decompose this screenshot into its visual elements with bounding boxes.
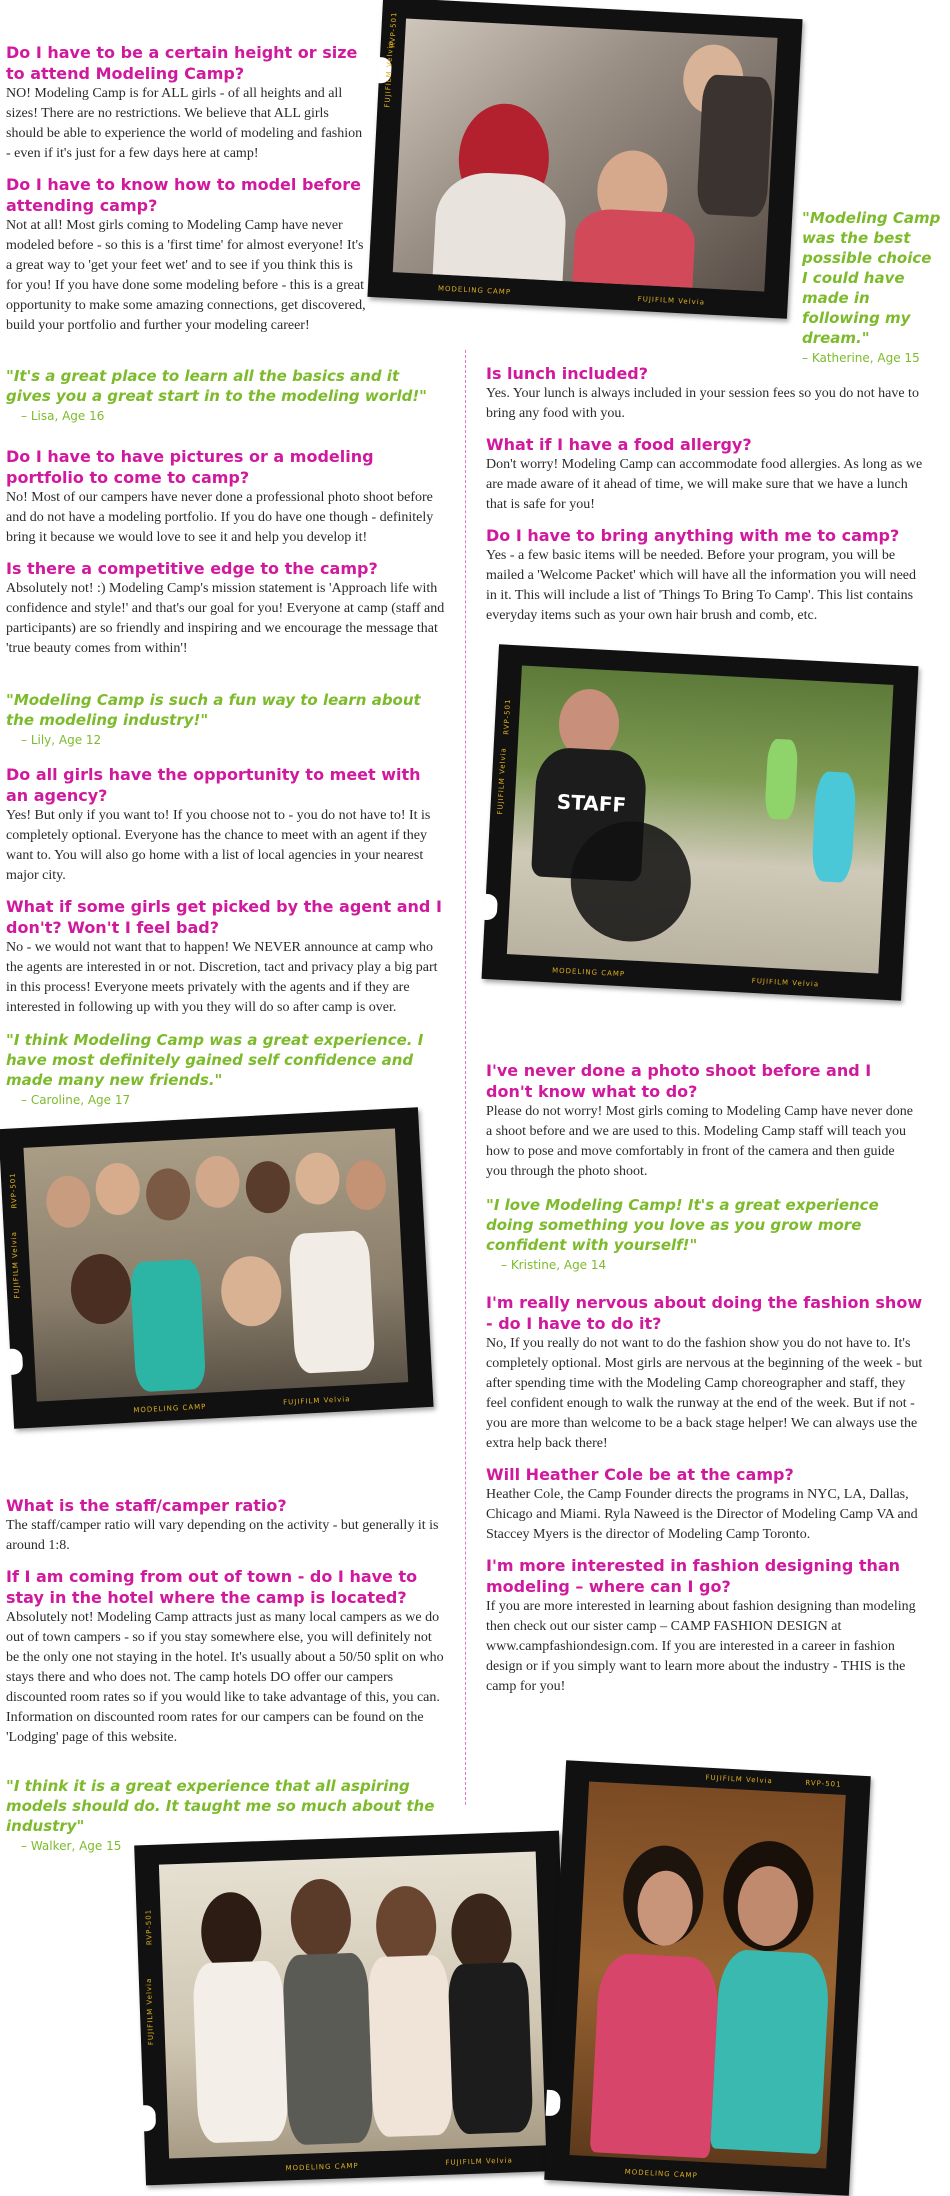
film-brand-text: FUJIFILM Velvia xyxy=(637,294,706,307)
photo-four-girls xyxy=(134,1831,571,2186)
testimonial-attribution: – Katherine, Age 15 xyxy=(802,351,920,365)
faq-answer: Not at all! Most girls coming to Modeling Camp have never modeled before - so this is a 'first time' for almost everyone! It's a great way to 'get your feet wet' and to see if you think this is for you! If you have done some modeling before - this is a great opportunity to make some amazing connections, get discovered, build your portfolio and further your modeling career! xyxy=(6,218,366,333)
testimonial-quote: "I think it is a great experience that all aspiring models should do. It taught me so much about the industry" xyxy=(6,1777,435,1835)
film-maker-text: MODELING CAMP xyxy=(133,1402,207,1415)
faq-answer: NO! Modeling Camp is for ALL girls - of all heights and all sizes! There are no restrictions. We believe that ALL girls should be able to experience the world of modeling and fashion - even if it's just for a few days here at camp! xyxy=(6,86,363,161)
film-maker-text: MODELING CAMP xyxy=(624,2167,699,2180)
faq-question: I'm more interested in fashion designing than modeling – where can I go? xyxy=(486,1556,901,1596)
film-code-text: RVP-501 xyxy=(502,698,513,735)
film-brand-text: FUJIFILM Velvia xyxy=(144,1977,156,2046)
faq-group-left-mid xyxy=(6,446,446,669)
faq-question: Will Heather Cole be at the camp? xyxy=(486,1465,794,1484)
column-divider xyxy=(465,350,466,1805)
film-brand-text: FUJIFILM Velvia xyxy=(751,976,820,989)
film-brand-text: FUJIFILM Velvia xyxy=(496,746,508,815)
photo-staff-shoot xyxy=(482,644,919,1001)
testimonial-quote: "I think Modeling Camp was a great experience. I have most definitely gained self confidence and made many new friends." xyxy=(6,1031,424,1089)
faq-question: What is the staff/camper ratio? xyxy=(6,1496,287,1515)
film-notch xyxy=(8,1348,23,1375)
testimonial-quote: "I love Modeling Camp! It's a great experience doing something you love as you grow more confident with yourself!" xyxy=(486,1196,879,1254)
faq-answer: If you are more interested in learning about fashion designing than modeling then check out our sister camp – CAMP FASHION DESIGN at www.campfashiondesign.com. If you are interested in a career in fashion design or if you simply want to learn more about the industry - THIS is the camp for you! xyxy=(486,1599,916,1694)
testimonial-caroline xyxy=(6,1030,426,1108)
faq-group-right-top xyxy=(486,363,926,636)
testimonial-attribution: – Kristine, Age 14 xyxy=(501,1258,607,1272)
faq-group-left-top xyxy=(6,42,366,346)
faq-group-right-shoot xyxy=(486,1060,916,1192)
faq-answer: Yes! But only if you want to! If you choose not to - you do not have to! It is completely optional. Everyone has the chance to meet with an agent if they want to. You will also go home with a list of local agencies in your nearest major city. xyxy=(6,808,431,883)
photo-image xyxy=(507,665,894,973)
testimonial-attribution: – Lisa, Age 16 xyxy=(21,409,105,423)
faq-question: Is there a competitive edge to the camp? xyxy=(6,559,378,578)
faq-answer: Don't worry! Modeling Camp can accommodate food allergies. As long as we are made aware of it ahead of time, we will make sure that we have a lunch that is safe for you! xyxy=(486,457,923,512)
film-maker-text: MODELING CAMP xyxy=(285,2161,359,2173)
faq-answer: Absolutely not! :) Modeling Camp's mission statement is 'Approach life with confidence and style!' and that's our goal for you! Everyone at camp (staff and participants) are so friendly and inspiring and we encourage the message that 'true beauty comes from within'! xyxy=(6,581,445,656)
testimonial-quote: "Modeling Camp was the best possible choice I could have made in following my dream." xyxy=(802,209,941,347)
film-code-text: RVP-501 xyxy=(388,11,399,48)
photo-image xyxy=(159,1852,546,2159)
testimonial-katherine xyxy=(802,208,942,366)
faq-group-left-bottom xyxy=(6,1495,446,1758)
faq-question: I've never done a photo shoot before and I don't know what to do? xyxy=(486,1061,872,1101)
film-brand-text: FUJIFILM Velvia xyxy=(445,2156,513,2167)
testimonial-attribution: – Caroline, Age 17 xyxy=(21,1093,131,1107)
testimonial-attribution: – Walker, Age 15 xyxy=(21,1839,122,1853)
testimonial-quote: "It's a great place to learn all the basics and it gives you a great start in to the modeling world!" xyxy=(6,367,427,405)
faq-answer: The staff/camper ratio will vary depending on the activity - but generally it is around 1:8. xyxy=(6,1518,439,1553)
faq-answer: No, If you really do not want to do the fashion show you do not have to. It's completely optional. Most girls are nervous at the beginning of the week - but after spending time with the Modeling Camp choreographer and staff, they feel confident enough to walk the runway at the end of the week. But if not - you are more than welcome to be a back stage helper! We can always use the extra help back there! xyxy=(486,1336,923,1451)
faq-answer: Yes. Your lunch is always included in your session fees so you do not have to bring any food with you. xyxy=(486,386,919,421)
film-brand-text: FUJIFILM Velvia xyxy=(383,40,395,108)
staff-shirt-text: STAFF xyxy=(556,789,627,818)
film-brand-text: FUJIFILM Velvia xyxy=(705,1773,774,1786)
faq-group-right-bottom xyxy=(486,1292,926,1707)
photo-group xyxy=(0,1107,434,1429)
film-notch xyxy=(483,894,498,921)
faq-question: Do I have to bring anything with me to camp? xyxy=(486,526,900,545)
faq-question: Do I have to know how to model before attending camp? xyxy=(6,175,361,215)
photo-image xyxy=(23,1128,408,1401)
photo-two-girls xyxy=(544,1760,871,2195)
film-maker-text: MODELING CAMP xyxy=(551,966,626,979)
film-code-text: RVP-501 xyxy=(8,1172,19,1209)
faq-answer: Yes - a few basic items will be needed. Before your program, you will be mailed a 'Welcome Packet' which will have all the information you will need in it. This will include a list of 'Things To Bring To Camp'. This list contains everyday items such as your own hair brush and comb, etc. xyxy=(486,548,917,623)
faq-answer: No! Most of our campers have never done a professional photo shoot before and do not have a modeling portfolio. If you do have one though - definitely bring it because we would love to see it and help you develop it! xyxy=(6,490,434,545)
faq-answer: Please do not worry! Most girls coming to Modeling Camp have never done a shoot before and we are used to this. Modeling Camp staff will teach you how to pose and move comfortably in front of the camera and then guide you through the photo shoot. xyxy=(486,1104,913,1179)
testimonial-attribution: – Lily, Age 12 xyxy=(21,733,102,747)
testimonial-kristine xyxy=(486,1195,906,1273)
film-notch xyxy=(546,2090,561,2117)
faq-answer: Heather Cole, the Camp Founder directs the programs in NYC, LA, Dallas, Chicago and Miami. Ryla Naweed is the Director of Modeling Camp VA and Staccey Myers is the director of Modeling Camp Toronto. xyxy=(486,1487,918,1542)
faq-answer: Absolutely not! Modeling Camp attracts just as many local campers as we do out of town campers - so if you stay somewhere else, you will definitely not be the only one not staying in the hotel. It's usually about a 50/50 split on who stays there and who does not. The camp hotels DO offer our campers discounted room rates so if you would like to take advantage of this, you can. Information on discounted room rates for our campers can be found on the 'Lodging' page of this website. xyxy=(6,1610,444,1745)
faq-group-left-agency xyxy=(6,764,446,1028)
faq-question: If I am coming from out of town - do I have to stay in the hotel where the camp is located? xyxy=(6,1567,418,1607)
faq-answer: No - we would not want that to happen! We NEVER announce at camp who the agents are interested in or not. Discretion, tact and privacy play a big part in this process! Everyone meets privately with the agents and if they are interested in following up with you they will do so after camp is over. xyxy=(6,940,438,1015)
faq-question: What if some girls get picked by the agent and I don't? Won't I feel bad? xyxy=(6,897,442,937)
photo-image xyxy=(393,18,778,291)
faq-question: Is lunch included? xyxy=(486,364,649,383)
photo-makeup-session xyxy=(367,0,802,319)
faq-question: Do I have to have pictures or a modeling portfolio to come to camp? xyxy=(6,447,374,487)
faq-question: I'm really nervous about doing the fashion show - do I have to do it? xyxy=(486,1293,923,1333)
film-code-text: RVP-501 xyxy=(805,1778,842,1789)
testimonial-lisa xyxy=(6,366,446,424)
faq-question: What if I have a food allergy? xyxy=(486,435,752,454)
film-notch xyxy=(141,2105,156,2131)
testimonial-lily xyxy=(6,690,446,748)
photo-image xyxy=(570,1782,846,2169)
testimonial-quote: "Modeling Camp is such a fun way to learn about the modeling industry!" xyxy=(6,691,421,729)
film-code-text: RVP-501 xyxy=(144,1908,154,1946)
film-brand-text: FUJIFILM Velvia xyxy=(282,1395,351,1407)
film-maker-text: MODELING CAMP xyxy=(437,284,512,297)
faq-question: Do I have to be a certain height or size to attend Modeling Camp? xyxy=(6,43,358,83)
faq-question: Do all girls have the opportunity to meet with an agency? xyxy=(6,765,421,805)
film-brand-text: FUJIFILM Velvia xyxy=(9,1230,22,1299)
